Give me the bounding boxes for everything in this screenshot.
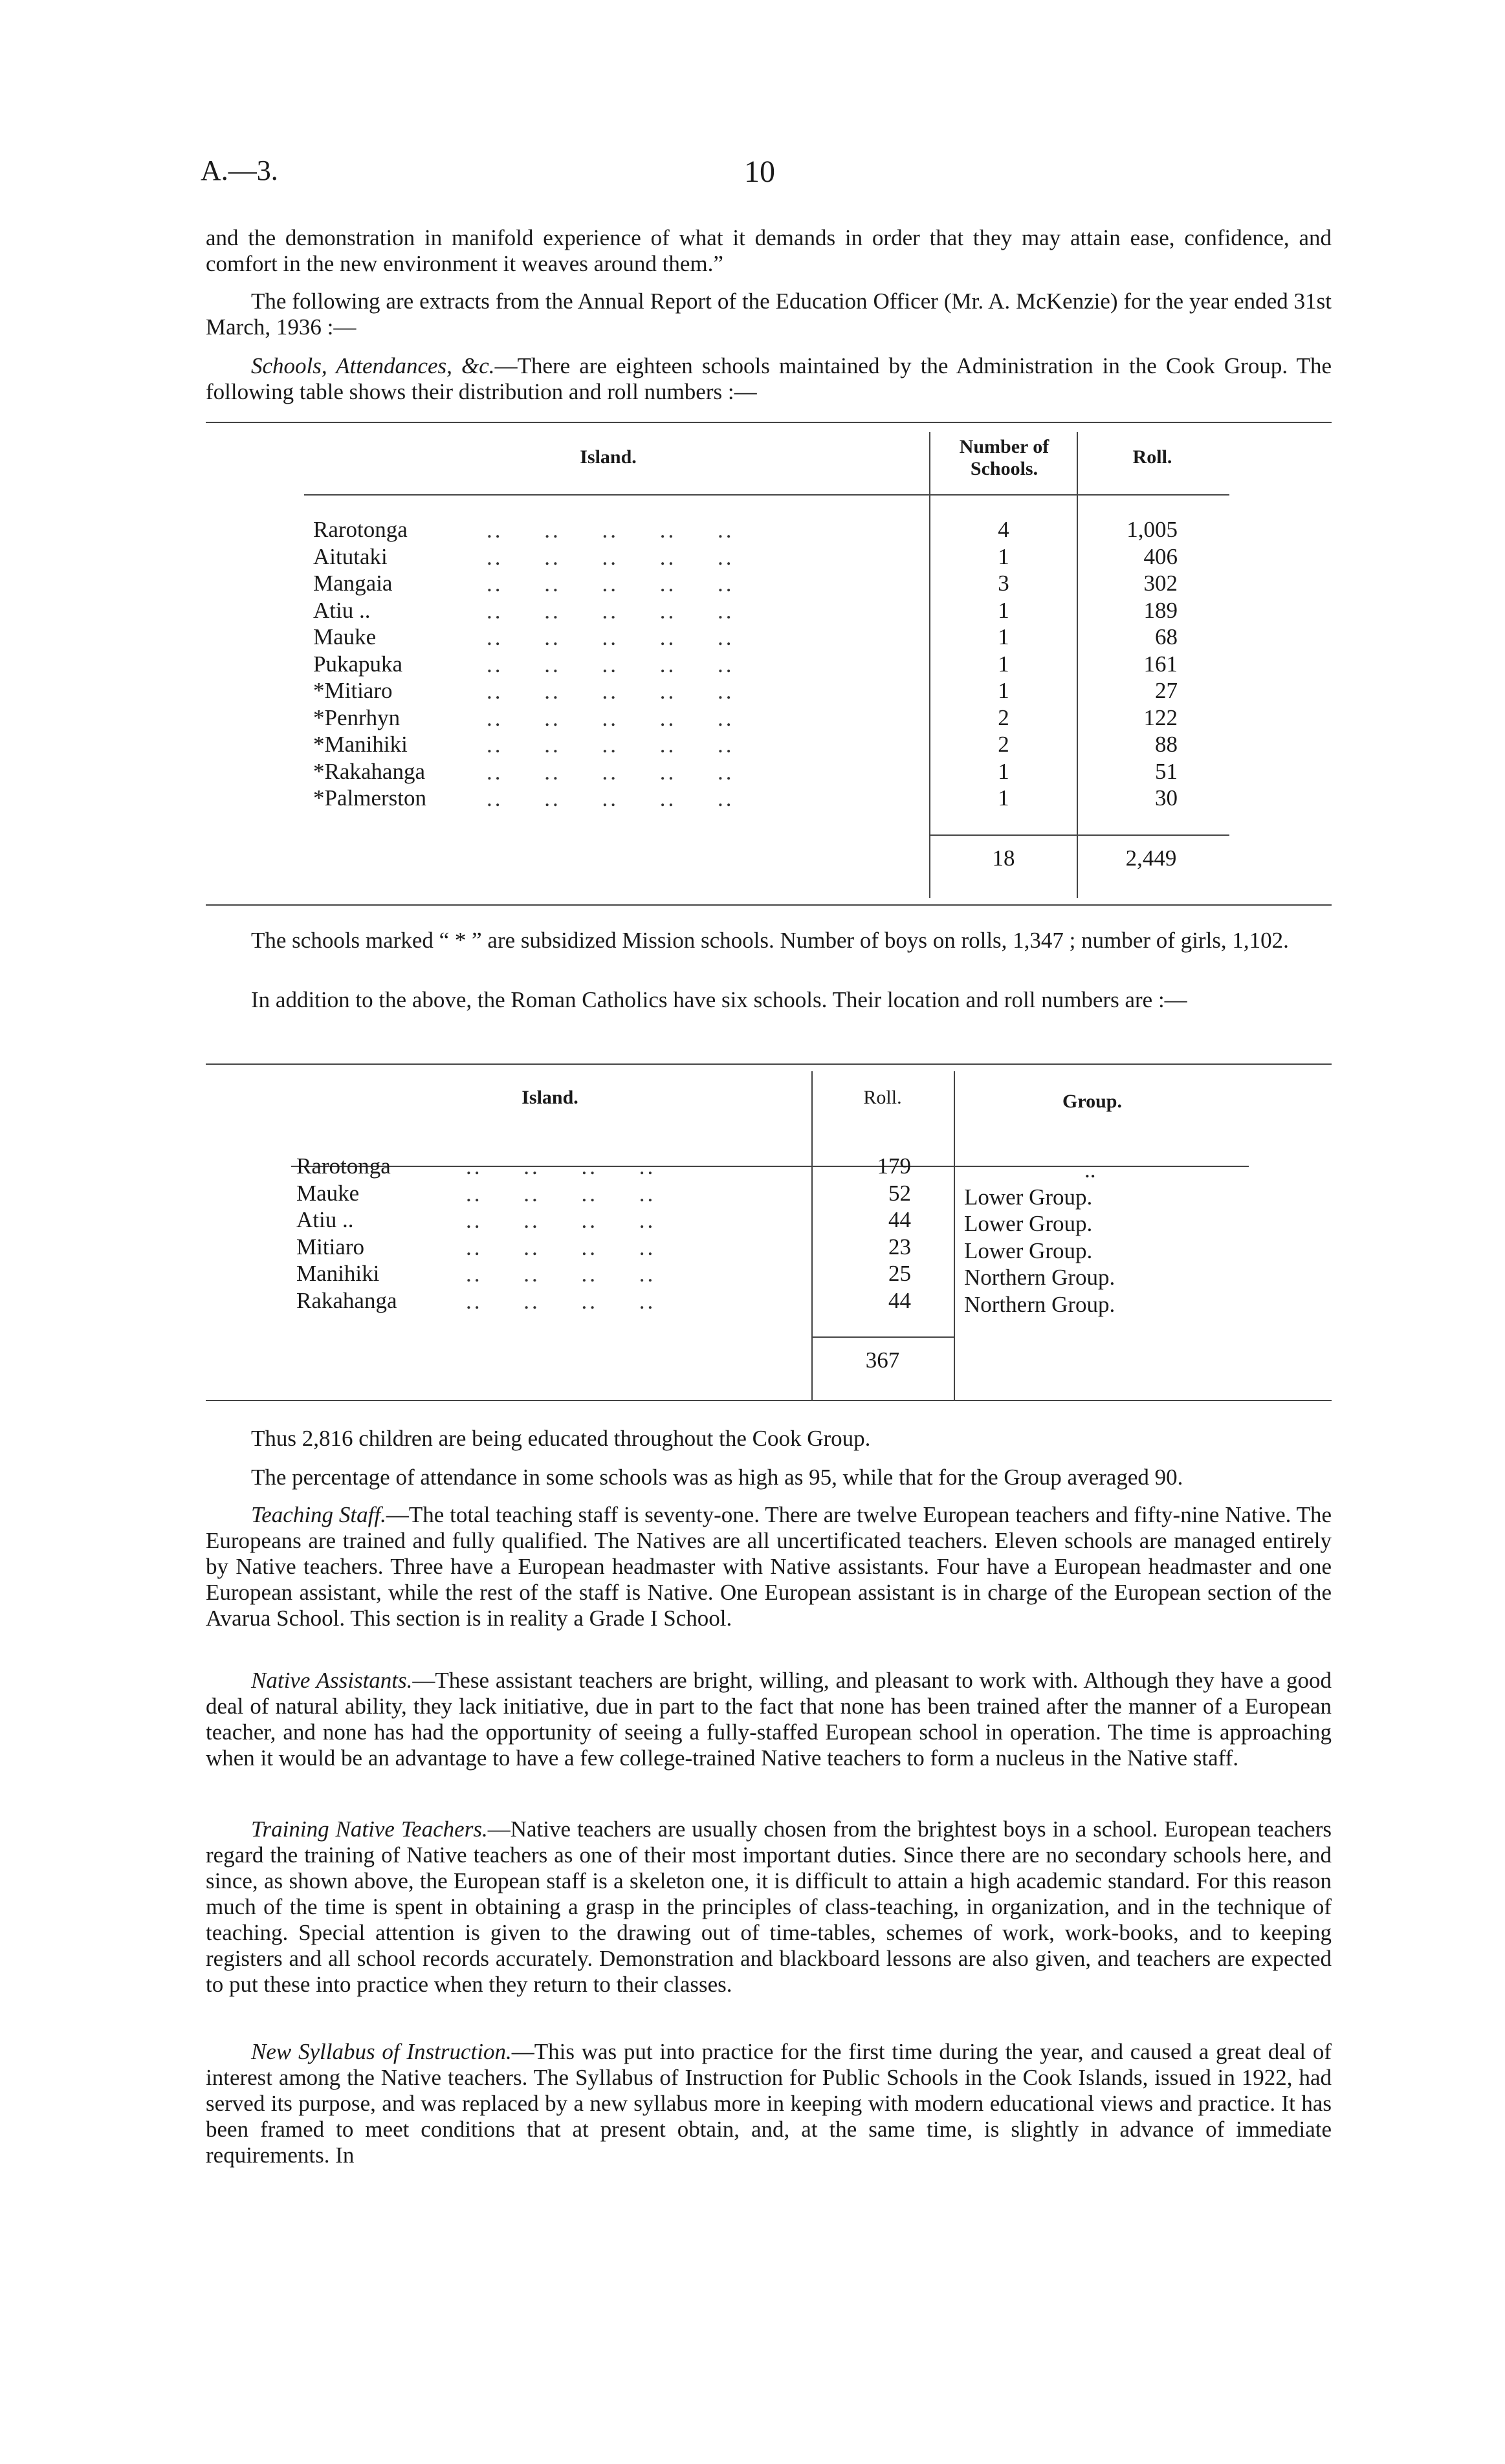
table-bottom-rule (206, 1400, 1332, 1401)
paragraph-attendance: The percentage of attendance in some schools was as high as 95, while that for the Group averaged 90. (251, 1465, 1183, 1490)
leader-dots: .. .. .. .. .. (487, 786, 734, 811)
table-cell-roll: 1,005 (1126, 517, 1178, 542)
table-cell-schools: 2 (998, 704, 1009, 730)
paragraph-roman-catholic: In addition to the above, the Roman Catholics have six schools. Their location and roll numbers are :— (251, 987, 1187, 1012)
column-header-roll: Roll. (863, 1087, 902, 1108)
table-cell-roll: 44 (888, 1287, 911, 1313)
table-cell-schools: 1 (998, 651, 1009, 677)
table-cell-roll: 68 (1155, 624, 1178, 649)
column-divider (1077, 432, 1078, 898)
leader-dots: .. .. .. .. .. (487, 705, 734, 731)
leader-dots: .. .. .. .. (466, 1154, 656, 1179)
table-cell-group: Northern Group. (964, 1265, 1115, 1290)
table-cell-island: *Palmerston (313, 785, 426, 811)
table-cell-roll: 302 (1143, 571, 1178, 596)
column-header-roll: Roll. (1132, 446, 1172, 468)
leader-dots: .. .. .. .. .. (487, 544, 734, 570)
paragraph-total-children: Thus 2,816 children are being educated throughout the Cook Group. (251, 1426, 871, 1451)
paragraph-training-native-teachers: Training Native Teachers.—Native teachers are usually chosen from the brightest boys in a school. European teachers regard the training of Native teachers as one of their most important duties. Since there are no secondary schools here, and since, as shown above, the European staff is a skeleton one, it is difficult to attain a high academic standard. For this reason much of the time is spent in obtaining a grasp in the principles of class-teaching, in organization, and in the technique of teaching. Special attention is given to the drawing out of time-tables, schemes of work, work-books, and to keeping registers and all school records accurately. Demonstration and blackboard lessons are also given, and teachers are expected to put these into practice when they return to their classes. (206, 1816, 1332, 1997)
table-top-rule (206, 1063, 1332, 1065)
table-cell-group: Lower Group. (964, 1237, 1093, 1263)
table-top-rule (206, 422, 1332, 423)
table-cell-roll: 161 (1143, 651, 1178, 677)
leader-dots: .. .. .. .. .. (487, 759, 734, 785)
report-reference: A.—3. (201, 155, 278, 186)
paragraph-new-syllabus: New Syllabus of Instruction.—This was put into practice for the first time during the year, and caused a great deal of interest among the Native teachers. The Syllabus of Instruction for Public Schools in the Cook Islands, issued in 1922, had served its purpose, and was replaced by a new syllabus more in keeping with modern educational views and practice. It has been framed to meet conditions that at present obtain, and, at the same time, is slightly in advance of immediate requirements. In (206, 2039, 1332, 2168)
table-cell-island: Aitutaki (313, 543, 388, 569)
leader-dots: .. .. .. .. (466, 1181, 656, 1206)
table-cell-schools: 1 (998, 785, 1009, 811)
totals-rule (929, 834, 1229, 836)
leader-dots: .. .. .. .. .. (487, 598, 734, 624)
table-cell-schools: 2 (998, 732, 1009, 757)
heading-native-assistants: Native Assistants. (251, 1668, 413, 1693)
heading-teaching-staff: Teaching Staff. (251, 1502, 386, 1527)
paragraph-quote-end: and the demonstration in manifold experience of what it demands in order that they may attain ease, confidence, and comfort in the new environment it weaves around them.” (206, 225, 1332, 276)
table-cell-island: Pukapuka (313, 651, 403, 677)
column-header-schools: Number of Schools. (959, 436, 1049, 479)
table-cell-island: Atiu .. (296, 1207, 354, 1232)
table-cell-island: Rarotonga (313, 517, 408, 542)
table-cell-island: Mauke (296, 1180, 360, 1206)
table-cell-roll: 25 (888, 1261, 911, 1286)
page-number: 10 (744, 155, 775, 189)
column-header-island: Island. (522, 1087, 578, 1108)
table-cell-roll: 52 (888, 1180, 911, 1206)
table-cell-roll: 122 (1143, 704, 1178, 730)
leader-dots: .. .. .. .. (466, 1261, 656, 1287)
heading-schools-attendances: Schools, Attendances, &c. (251, 353, 495, 378)
table-cell-roll: 51 (1155, 758, 1178, 784)
paragraph-report-intro: The following are extracts from the Annual Report of the Education Officer (Mr. A. McKenzie) for the year ended 31st March, 1936 :— (206, 289, 1332, 340)
heading-new-syllabus: New Syllabus of Instruction. (251, 2039, 512, 2064)
paragraph-teaching-staff: Teaching Staff.—The total teaching staff is seventy-one. There are twelve European teachers and fifty-nine Native. The Europeans are trained and fully qualified. The Natives are all uncertificated teachers. Eleven schools are managed entirely by Native teachers. Three have a European headmaster with Native assistants. Four have a European headmaster and one European assistant, while the rest of the staff is Native. One European assistant is in charge of the European section of the Avarua School. This section is in reality a Grade I School. (206, 1502, 1332, 1631)
table-cell-roll: 27 (1155, 678, 1178, 703)
leader-dots: .. .. .. .. .. (487, 625, 734, 650)
table-cell-island: Rakahanga (296, 1287, 397, 1313)
table-cell-group: Lower Group. (964, 1184, 1093, 1210)
table-cell-roll: 179 (877, 1153, 911, 1179)
paragraph-mission-schools: The schools marked “ * ” are subsidized Mission schools. Number of boys on rolls, 1,347 ; number of girls, 1,102. (251, 928, 1289, 953)
table-bottom-rule (206, 904, 1332, 906)
table-cell-schools: 1 (998, 758, 1009, 784)
table-cell-roll: 189 (1143, 597, 1178, 623)
leader-dots: .. .. .. .. (466, 1234, 656, 1260)
leader-dots: .. .. .. .. .. (487, 679, 734, 704)
table-cell-schools: 1 (998, 543, 1009, 569)
table-cell-roll: 406 (1143, 543, 1178, 569)
table-cell-group: Lower Group. (964, 1211, 1093, 1236)
column-header-island: Island. (580, 446, 637, 468)
total-roll: 2,449 (1125, 845, 1177, 871)
table-cell-schools: 1 (998, 597, 1009, 623)
column-divider (954, 1071, 955, 1401)
table-cell-schools: 4 (998, 517, 1009, 542)
table-cell-island: *Penrhyn (313, 704, 401, 730)
leader-dots: .. .. .. .. (466, 1288, 656, 1314)
table-cell-island: Mauke (313, 624, 377, 649)
table-cell-island: Manihiki (296, 1261, 380, 1286)
table-cell-island: Atiu .. (313, 597, 371, 623)
table-cell-schools: 1 (998, 624, 1009, 649)
leader-dots: .. .. .. .. .. (487, 651, 734, 677)
table-cell-island: *Manihiki (313, 732, 408, 757)
paragraph-native-assistants: Native Assistants.—These assistant teachers are bright, willing, and pleasant to work with. Although they have a good deal of natural ability, they lack initiative, due in part to the fact that none has been trained after the manner of a European teacher, and none has had the opportunity of seeing a fully-staffed European school in operation. The time is approaching when it would be an advantage to have a few college-trained Native teachers to form a nucleus in the Native staff. (206, 1668, 1332, 1771)
leader-dots: .. .. .. .. (466, 1208, 656, 1233)
table-cell-roll: 88 (1155, 732, 1178, 757)
table-cell-roll: 23 (888, 1234, 911, 1259)
table-cell-island: *Mitiaro (313, 678, 393, 703)
leader-dots: .. .. .. .. .. (487, 571, 734, 596)
table-cell-island: Mitiaro (296, 1234, 364, 1259)
table-cell-island: *Rakahanga (313, 758, 425, 784)
paragraph-schools-attendances: Schools, Attendances, &c.—There are eighteen schools maintained by the Administration in the Cook Group. The following table shows their distribution and roll numbers :— (206, 353, 1332, 404)
table-cell-island: Mangaia (313, 571, 393, 596)
leader-dots: .. .. .. .. .. (487, 732, 734, 758)
table-cell-group: Northern Group. (964, 1291, 1115, 1317)
total-schools: 18 (992, 845, 1015, 871)
table-cell-schools: 3 (998, 571, 1009, 596)
table-cell-group: .. (1084, 1157, 1096, 1183)
leader-dots: .. .. .. .. .. (487, 518, 734, 543)
heading-training-native-teachers: Training Native Teachers. (251, 1816, 488, 1842)
table-cell-island: Rarotonga (296, 1153, 391, 1179)
table-cell-schools: 1 (998, 678, 1009, 703)
total-roll: 367 (865, 1347, 900, 1373)
table-cell-roll: 44 (888, 1207, 911, 1232)
totals-rule (811, 1336, 954, 1338)
column-divider (929, 432, 930, 898)
column-header-group: Group. (1062, 1091, 1122, 1112)
table-header-rule (304, 494, 1229, 496)
table-cell-roll: 30 (1155, 785, 1178, 811)
